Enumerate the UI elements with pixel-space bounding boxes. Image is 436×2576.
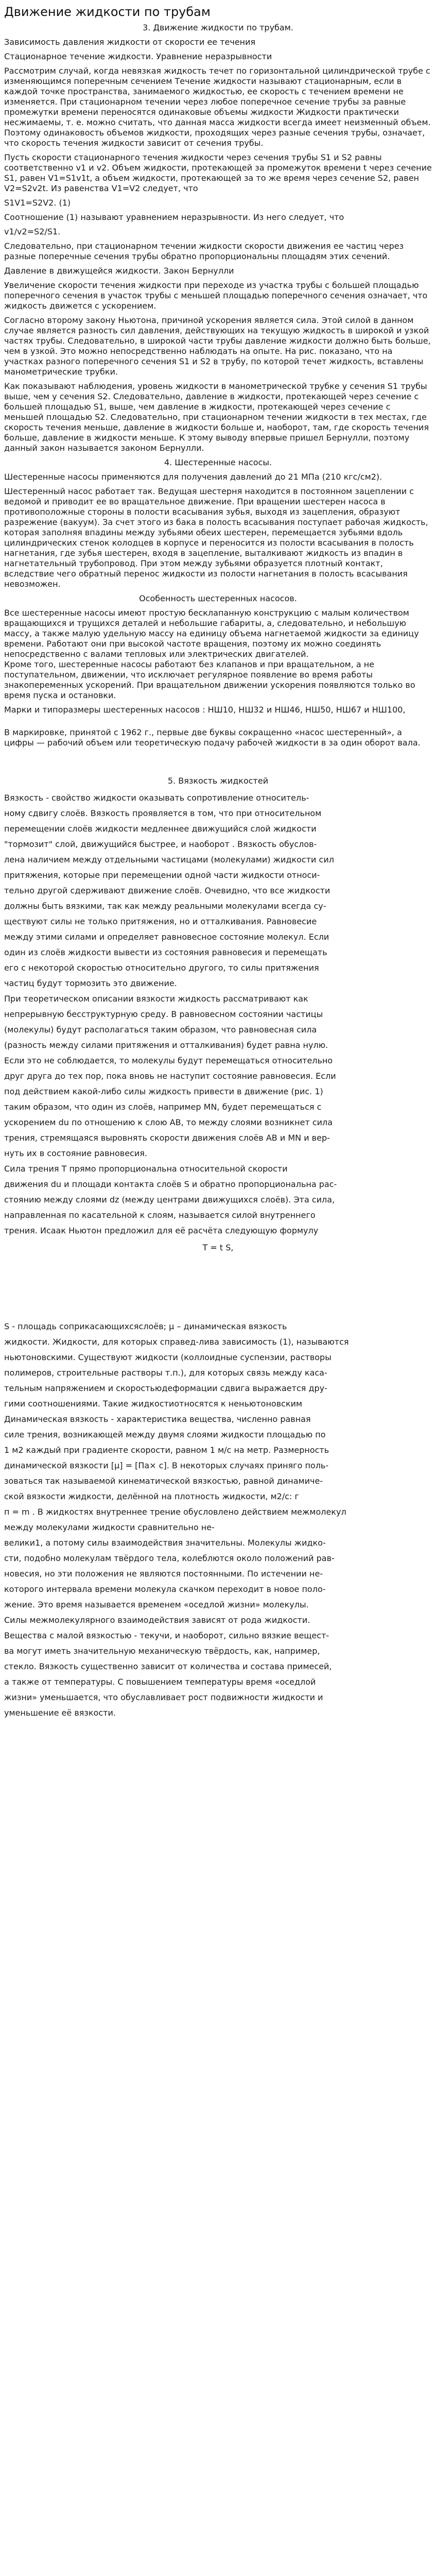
paragraph: Все шестеренные насосы имеют простую бесклапанную конструкцию с малым количеством вращающихся и трущихся деталей и небольшие габариты, а, следовательно, и небольшую массу, а также малую удельную массу на единицу объема нагнетаемой жидкости за единицу времени. Работают они при высокой частоте вращения, поэтому их можно соединять непосредственно с валами тепловых или электрических двигателей. Кроме того, шестеренные насосы работают без клапанов и при вращательном, а не поступательном, движении, что исключает регулярное появление во время работы знакопеременных ускорений. При вращательном движении ускорения появляются только во время пуска и остановки. (4, 608, 419, 700)
section-4-heading: 4. Шестеренные насосы. (164, 457, 272, 467)
paragraph: Согласно второму закону Ньютона, причиной ускорения является сила. Этой силой в данном случае является разность сил давления, действующих на текущую жидкость в широкой и узкой частях трубы. Следовательно, в широкой части трубы давление жидкости должно быть больше, чем в узкой. Это можно непосредственно наблюдать на опыте. На рис. показано, что на участках разного поперечного сечения S1 и S2 в трубу, по которой течет жидкость, вставлены манометрические трубки. (4, 315, 431, 377)
paragraph: Шестеренные насосы применяются для получения давлений до 21 МПа (210 кгс/см2). (4, 472, 382, 482)
paragraph: Как показывают наблюдения, уровень жидкости в манометрической трубке у сечения S1 трубы выше, чем у сечения S2. Следовательно, давление в жидкости, протекающей через сечение с большей площадью S1, выше, чем давление в жидкости, протекающей через сечение с меньшей площадью S2. Следовательно, при стационарном течении жидкости в тех местах, где скорость течения меньше, давление в жидкости больше и, наоборот, там, где скорость течения больше, давление в жидкости меньше. К этому выводу впервые пришел Бернулли, поэтому данный закон называется законом Бернулли. (4, 381, 429, 453)
section-3-line-1: Зависимость давления жидкости от скорости ее течения (4, 37, 256, 47)
formula-friction: T = t S, (202, 1243, 234, 1252)
paragraph: Марки и типоразмеры шестеренных насосов : НШ10, НШ32 и НШ46, НШ50, НШ67 и НШ100, (4, 705, 406, 715)
section-3-line-2: Стационарное течение жидкости. Уравнение неразрывности (4, 52, 272, 61)
section-3-heading: 3. Движение жидкости по трубам. (143, 23, 293, 32)
paragraph: Следовательно, при стационарном течении жидкости скорости движения ее частиц через разные поперечные сечения трубы обратно пропорциональны площадям этих сечений. (4, 241, 404, 261)
equation-continuity: S1V1=S2V2. (1) (4, 198, 71, 208)
equation-ratio: v1/v2=S2/S1. (4, 227, 61, 236)
paragraph: Пусть скорости стационарного течения жидкости через сечения трубы S1 и S2 равны соответственно v1 и v2. Объем жидкости, протекающей за промежуток времени t через сечение S1, равен V1=S1v1t, а объем жидкости, протекающей за то же время через сечение S2, равен V2=S2v2t. Из равенства V1=V2 следует, что (4, 152, 432, 193)
spacer (4, 1257, 432, 1319)
paragraph: Соотношение (1) называют уравнением неразрывности. Из него следует, что (4, 212, 344, 222)
spacer (4, 752, 432, 773)
subheading-bernoulli: Давление в движущейся жидкости. Закон Бернулли (4, 266, 234, 276)
spacer (4, 719, 432, 727)
paragraph: Шестеренный насос работает так. Ведущая шестерня находится в постоянном зацеплении с ведомой и приводит ее во вращательное движение. При вращении шестерен насоса в противоположные стороны в полости всасывания зубья, выходя из зацепления, образуют разрежение (вакуум). За счет этого из бака в полость всасывания поступает рабочая жидкость, которая заполняя впадины между зубьями обеих шестерен, перемещается зубьями вдоль цилиндрических стенок колодцев в корпусе и переносится из полости всасывания в полость нагнетания, где зубья шестерен, входя в зацепление, выталкивают жидкость из впадин в нагнетательный трубопровод. При этом между зубьями образуется плотный контакт, вследствие чего обратный перенос жидкости из полости нагнетания в полость всасывания невозможен. (4, 486, 428, 589)
paragraph: Вязкость - свойство жидкости оказывать сопротивление относитель- ному сдвигу слоёв. Вязкость проявляется в том, что при относительном перемещении слоёв жидкости медленнее движущийся слой жидкости "тормозит" слой, движущийся быстрее, и наоборот . Вязкость обуслов- лена наличием между отдельными частицами (молекулами) жидкости сил притяжения, которые при перемещении одной части жидкости относи- тельно другой сдерживают движение слоёв. Очевидно, что все жидкости должны быть вязкими, так как между реальными молекулами всегда су- ществуют силы не только притяжения, но и отталкивания. Равновесие между этими силами и определяет равновесное состояние молекул. Если один из слоёв жидкости вывести из состояния равновесия и перемещать его с некоторой скоростью относительно другого, то силы притяжения частиц будут тормозить это движение. При теоретическом описании вязкости жидкость рассматривают как непрерывную бесструктурную среду. В равновесном состоянии частицы (молекулы) будут располагаться таким образом, что равновесная сила (разность между силами притяжения и отталкивания) будет равна нулю. Если это не соблюдается, то молекулы будут перемещаться относительно друг друга до тех пор, пока вновь не наступит состояние равновесия. Если под действием какой-либо силы жидкость привести в движение (рис. 1) таким образом, что один из слоёв, например MN, будет перемещаться с ускорением du по отношению к слою AB, то между слоями возникнет сила трения, стремящаяся выровнять скорости движения слоёв AB и MN и вер- нуть их в состояние равновесия. Сила трения T прямо пропорциональна относительной скорости движения du и площади контакта слоёв S и обратно пропорциональна рас- стоянию между слоями dz (между центрами движущихся слоёв). Эта сила, направленная по касательной к слоям, называется силой внутреннего трения. Исаак Ньютон предложил для её расчёта следующую формулу (4, 793, 337, 1235)
paragraph: Увеличение скорости течения жидкости при переходе из участка трубы с большей площадью поперечного сечения в участок трубы с меньшей площадью поперечного сечения означает, что жидкость движется с ускорением. (4, 280, 428, 311)
paragraph: Рассмотрим случай, когда невязкая жидкость течет по горизонтальной цилиндрической трубе с изменяющимся поперечным сечением Течение жидкости называют стационарным, если в каждой точке пространства, занимаемого жидкостью, ее скорость с течением времени не изменяется. При стационарном течении через любое поперечное сечение трубы за равные промежутки времени переносятся одинаковые объемы жидкости Жидкости практически несжимаемы, т. е. можно считать, что данная масса жидкости всегда имеет неизменный объем. Поэтому одинаковость объемов жидкости, проходящих через разные сечения трубы, означает, что скорость течения жидкости зависит от сечения трубы. (4, 66, 431, 148)
paragraph: S - площадь соприкасающихсяслоёв; μ – динамическая вязкость жидкости. Жидкости, для которых справед-лива зависимость (1), называются ньютоновскими. Существуют жидкости (коллоидные суспензии, растворы полимеров, строительные растворы т.п.), для которых связь между каса- тельным напряжением и скоростьюдеформации сдвига выражается дру- гими соотношениями. Такие жидкостиотносятся к неньютоновским Динамическая вязкость - характеристика вещества, численно равная силе трения, возникающей между двумя слоями жидкости площадью по 1 м2 каждый при градиенте скорости, равном 1 м/с на метр. Размерность динамической вязкости [μ] = [Па× с]. В некоторых случаях приняго поль- зоваться так называемой кинематической вязкостью, равной динамиче- ской вязкости жидкости, делённой на плотность жидкости, м2/с: г п = m . В жидкостях внутреннее трение обусловлено действием межмолекул между молекулами жидкости сравнительно не- велики1, а потому силы взаимодействия значительны. Молекулы жидко- сти, подобно молекулам твёрдого тела, колеблются около положений рав- новесия, но эти положения не являются постоянными. По истечении не- которого интервала времени молекула скачком переходит в новое поло- жение. Это время называется временем «оседлой жизни» молекулы. Силы межмолекулярного взаимодействия зависят от рода жидкости. Вещества с малой вязкостью - текучи, и наоборот, сильно вязкие вещест- ва могут иметь значительную механическую твёрдость, как, например, стекло. Вязкость существенно зависит от количества и состава примесей, а также от температуры. С повышением температуры время «оседлой жизни» уменьшается, что обуславливает рост подвижности жидкости и уменьшение её вязкости. (4, 1321, 349, 1718)
page-title: Движение жидкости по трубам (4, 5, 211, 19)
section-4-subheading: Особенность шестеренных насосов. (139, 594, 297, 603)
section-5-heading: 5. Вязкость жидкостей (167, 776, 269, 786)
paragraph: В маркировке, принятой с 1962 г., первые две буквы сокращенно «насос шестеренный», а цифры — рабочий объем или теоретическую подачу рабочей жидкости в за один оборот вала. (4, 727, 421, 748)
